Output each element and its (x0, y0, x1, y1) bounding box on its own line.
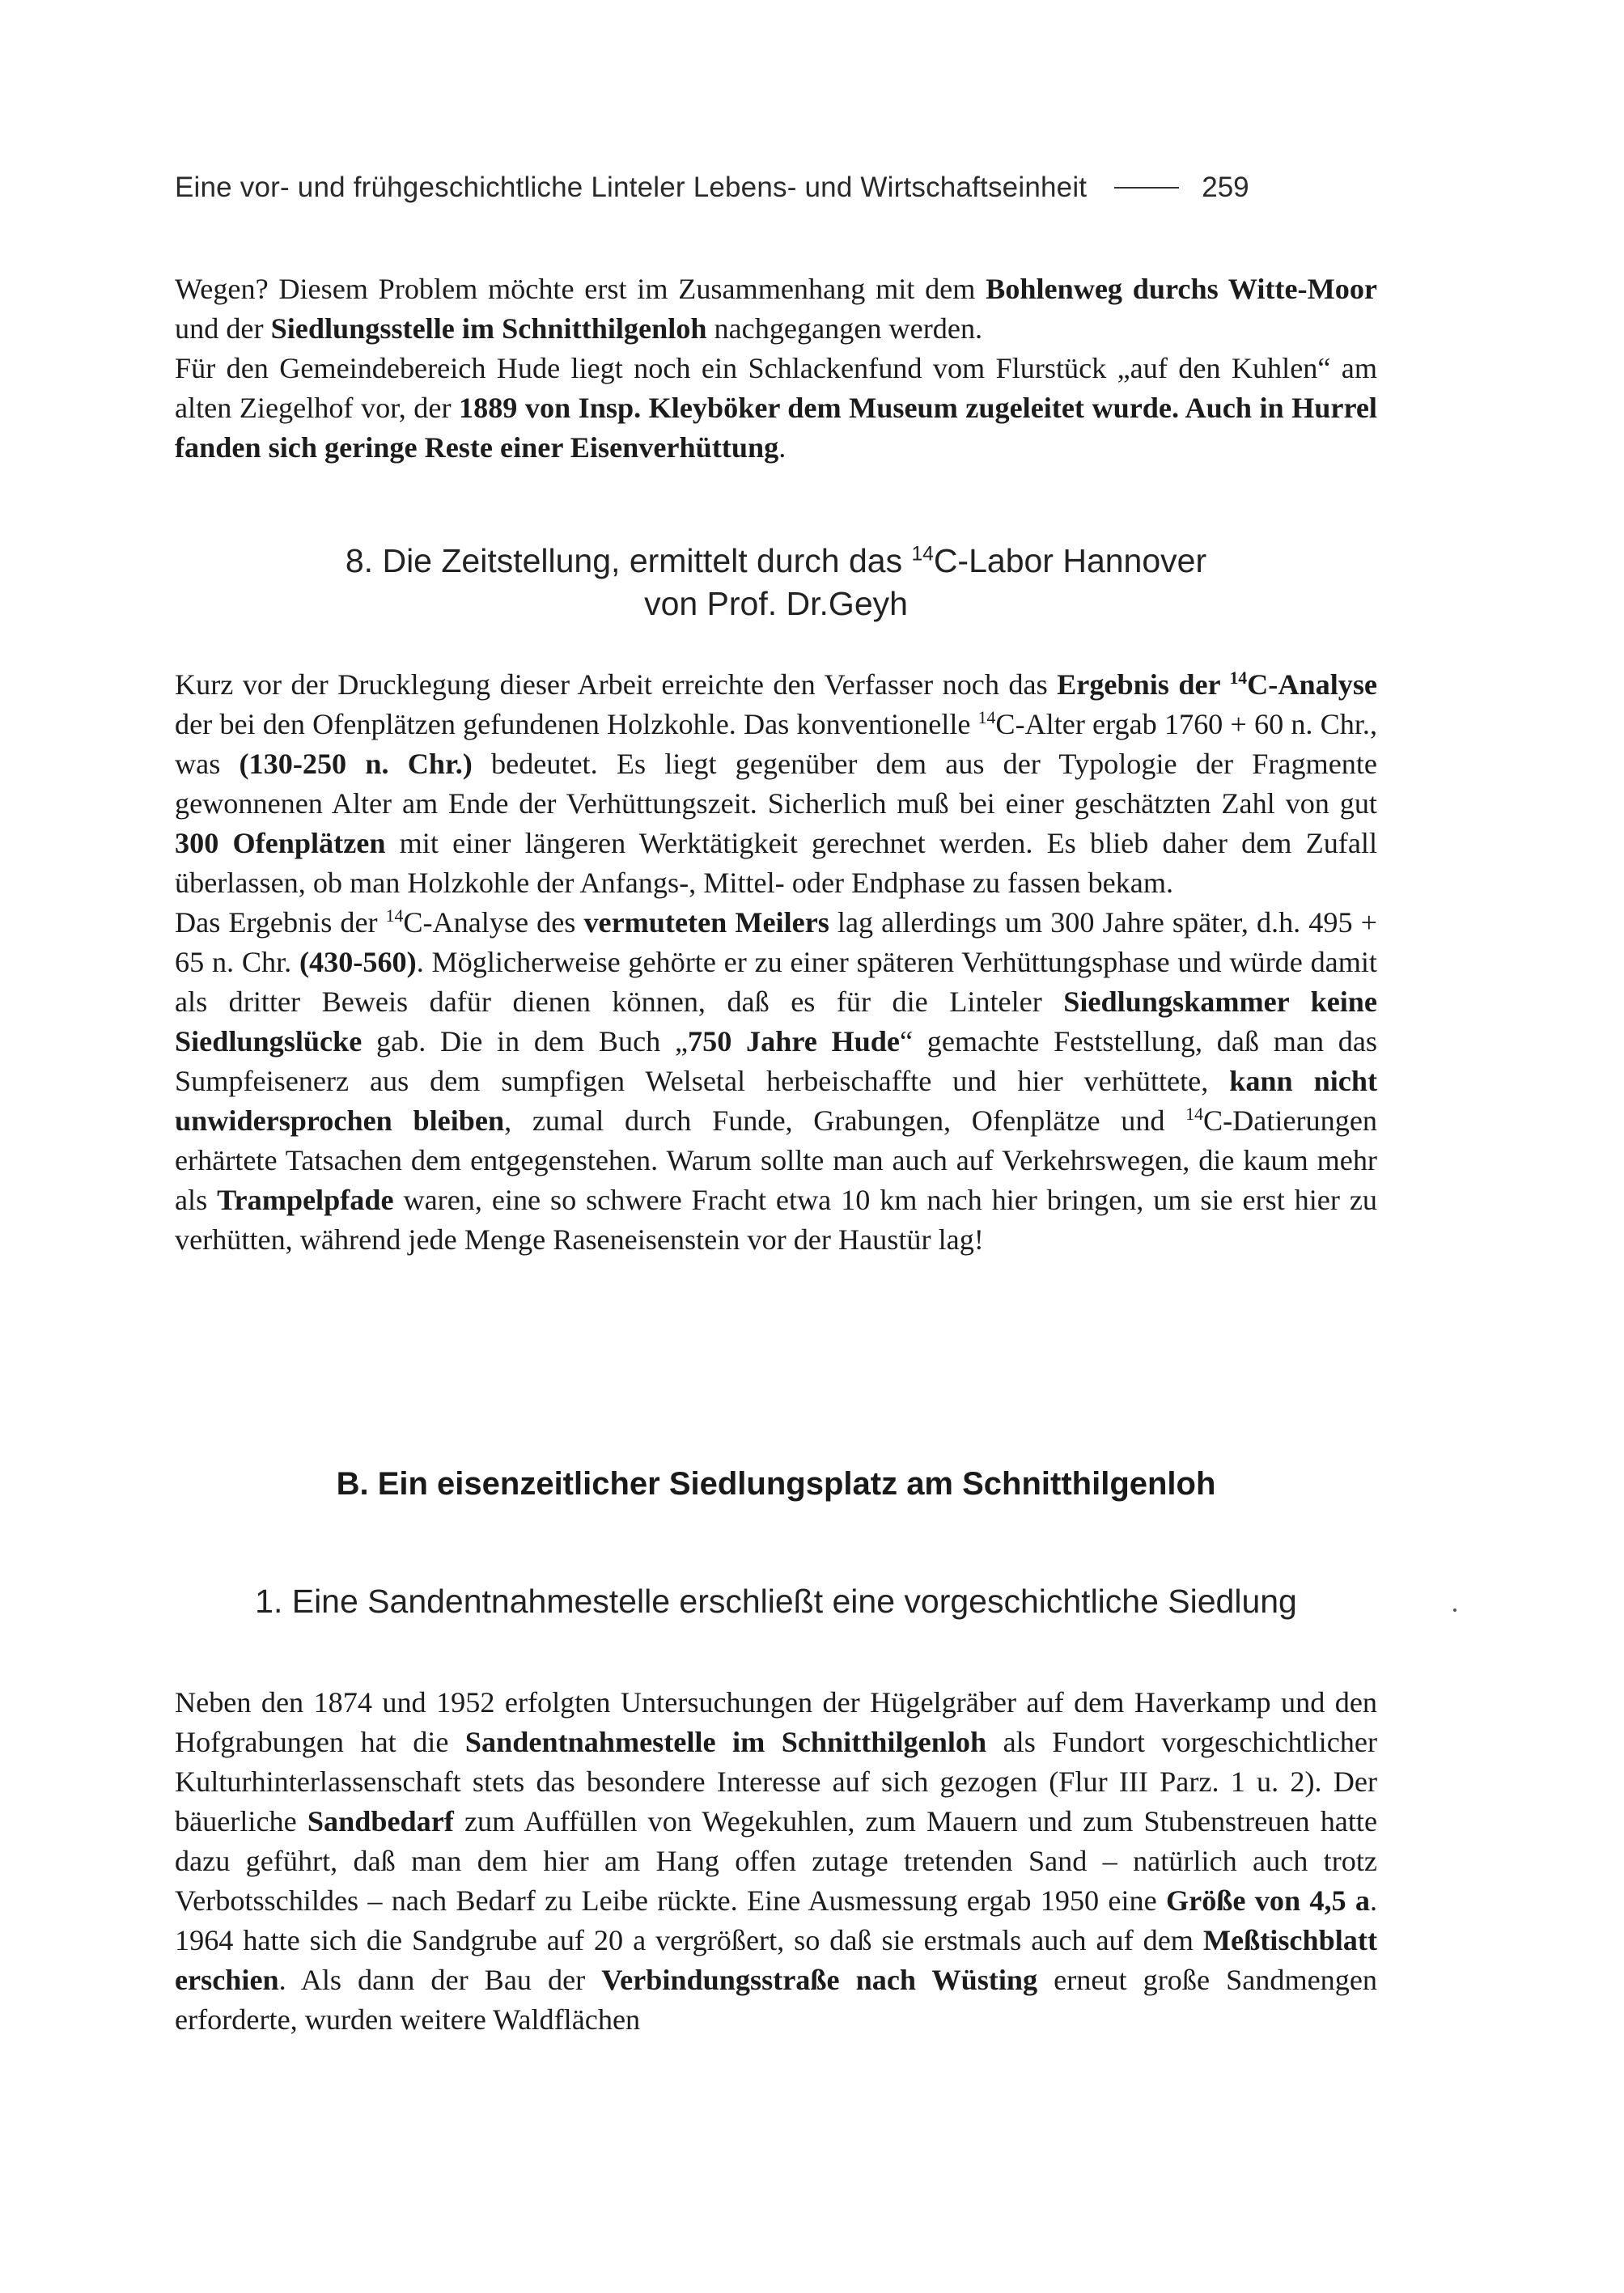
para3-run: Kurz vor der Drucklegung dieser Arbeit erreichte den Verfasser noch das (175, 668, 1058, 701)
para4-run: C-Datierungen erhärtete Tatsachen dem entgegenstehen. Warum sollte man auch auf Verkehrswegen, die kaum mehr als (175, 1104, 1377, 1216)
para1-run: Bohlenweg durchs Witte-Moor (986, 273, 1377, 305)
para4-run: C-Analyse des (403, 906, 584, 939)
print-speck (1453, 1608, 1457, 1612)
para5-run: erneut große Sandmengen erforderte, wurden weitere Waldflächen (175, 1964, 1377, 2036)
section-heading-8-line1: 8. Die Zeitstellung, ermittelt durch das $^{14}$C-Labor Hannover (345, 542, 1207, 579)
para3-run: bedeutet. Es liegt gegenüber dem aus der Typologie der Fragmente gewonnenen Alter am Ende der Verhüttungszeit. Sicherlich muß bei einer geschätzten Zahl von gut (175, 748, 1377, 820)
running-head (175, 172, 1377, 204)
page-number: 259 (1202, 172, 1249, 203)
para5-run: . Als dann der Bau der (278, 1964, 602, 1996)
paragraph-4 (175, 903, 1377, 1260)
running-head-rule (1114, 187, 1179, 189)
para5-run: Größe von 4,5 a (1165, 1884, 1370, 1917)
paragraph-1 (175, 269, 1377, 349)
para4-run: 14 (1185, 1104, 1203, 1124)
para4-run: Trampelpfade (217, 1184, 394, 1216)
running-head-title: Eine vor- und frühgeschichtliche Linteler Lebens- und Wirtschaftseinheit (175, 172, 1088, 203)
para4-run: 14 (385, 905, 404, 926)
para3-run: (130-250 n. Chr.) (239, 748, 473, 780)
para4-run: . Möglicherweise gehörte er zu einer späteren Verhüttungsphase und würde damit als dritter Beweis dafür dienen können, daß es für die Linteler (175, 946, 1377, 1018)
para4-run: (430-560) (299, 946, 417, 978)
para4-run: Siedlungskammer keine Siedlungslücke (175, 985, 1377, 1057)
para4-run: kann nicht unwidersprochen bleiben (175, 1065, 1377, 1137)
para5-run: Sandbedarf (307, 1805, 454, 1837)
paragraph-3 (175, 665, 1377, 903)
para3-run: 300 Ofenplätzen (175, 827, 386, 859)
para4-run: , zumal durch Funde, Grabungen, Ofenplätze und (504, 1104, 1186, 1137)
para3-run: mit einer längeren Werktätigkeit gerechnet werden. Es blieb daher dem Zufall überlassen, ob man Holzkohle der Anfangs-, Mittel- oder Endphase zu fassen bekam. (175, 827, 1378, 899)
paragraph-2 (175, 349, 1377, 468)
para4-run: “ gemachte Feststellung, daß man das Sumpfeisenerz aus dem sumpfigen Welsetal herbeischaffte und hier verhüttete, (175, 1025, 1377, 1097)
para3-run: C-Alter ergab 1760 + 60 n. Chr., was (175, 708, 1377, 780)
para4-run: vermuteten Meilers (583, 906, 829, 939)
intro-block (175, 269, 1377, 468)
para2-run: . (778, 431, 787, 464)
dating-block (175, 665, 1377, 1260)
section-heading-8-line2: von Prof. Dr.Geyh (644, 585, 908, 622)
para1-run: und der (175, 312, 271, 345)
para3-run: C-Analyse (1247, 668, 1377, 701)
para3-run: 14 (977, 707, 996, 727)
para4-run: 750 Jahre Hude (688, 1025, 900, 1057)
section-heading-1: 1. Eine Sandentnahmestelle erschließt eine vorgeschichtliche Siedlung (255, 1583, 1297, 1620)
settlement-block (175, 1683, 1377, 2040)
para4-run: gab. Die in dem Buch „ (362, 1025, 689, 1057)
section-heading-8 (175, 540, 1377, 625)
para5-run: zum Auffüllen von Wegekuhlen, zum Mauern und zum Stubenstreuen hatte dazu geführt, daß man dem hier am Hang offen zutage tretenden Sand – natürlich auch trotz Verbotsschildes – nach Bedarf zu Leibe rückte. Eine Ausmessung ergab 1950 eine (175, 1805, 1378, 1917)
paragraph-5 (175, 1683, 1377, 2040)
para5-run: Verbindungsstraße nach Wüsting (601, 1964, 1038, 1996)
para2-run: Für den Gemeindebereich Hude liegt noch ein Schlackenfund vom Flurstück „auf den Kuhlen“ am alten Ziegelhof vor, der (175, 352, 1377, 424)
para3-run: Ergebnis der (1057, 668, 1230, 701)
para4-run: lag allerdings um 300 Jahre später, d.h. 495 + 65 n. Chr. (175, 906, 1378, 978)
para3-run: 14 (1229, 668, 1248, 688)
para5-run: Meßtischblatt erschien (175, 1924, 1377, 1996)
para5-run: . 1964 hatte sich die Sandgrube auf 20 a vergrößert, so daß sie erstmals auch auf dem (175, 1884, 1377, 1956)
para4-run: Das Ergebnis der (175, 906, 386, 939)
para3-run: der bei den Ofenplätzen gefundenen Holzkohle. Das konventionelle (175, 708, 978, 740)
chapter-heading-b: B. Ein eisenzeitlicher Siedlungsplatz am Schnitthilgenloh (336, 1466, 1216, 1502)
para1-run: Siedlungsstelle im Schnitthilgenloh (270, 312, 707, 345)
para1-run: Wegen? Diesem Problem möchte erst im Zusammenhang mit dem (175, 273, 986, 305)
para5-run: Sandentnahmestelle im Schnitthilgenloh (464, 1726, 987, 1758)
para2-run: 1889 von Insp. Kleyböker dem Museum zugeleitet wurde. Auch in Hurrel fanden sich geringe Reste einer Eisenverhüttung (175, 392, 1377, 464)
para1-run: nachgegangen werden. (706, 312, 983, 345)
para5-run: als Fundort vorgeschichtlicher Kulturhinterlassenschaft stets das besondere Interesse auf sich gezogen (Flur III Parz. 1 u. 2). Der bäuerliche (175, 1726, 1378, 1837)
para4-run: waren, eine so schwere Fracht etwa 10 km nach hier bringen, um sie erst hier zu verhütten, während jede Menge Raseneisenstein vor der Haustür lag! (175, 1184, 1377, 1256)
para5-run: Neben den 1874 und 1952 erfolgten Untersuchungen der Hügelgräber auf dem Haverkamp und den Hofgrabungen hat die (175, 1686, 1377, 1758)
